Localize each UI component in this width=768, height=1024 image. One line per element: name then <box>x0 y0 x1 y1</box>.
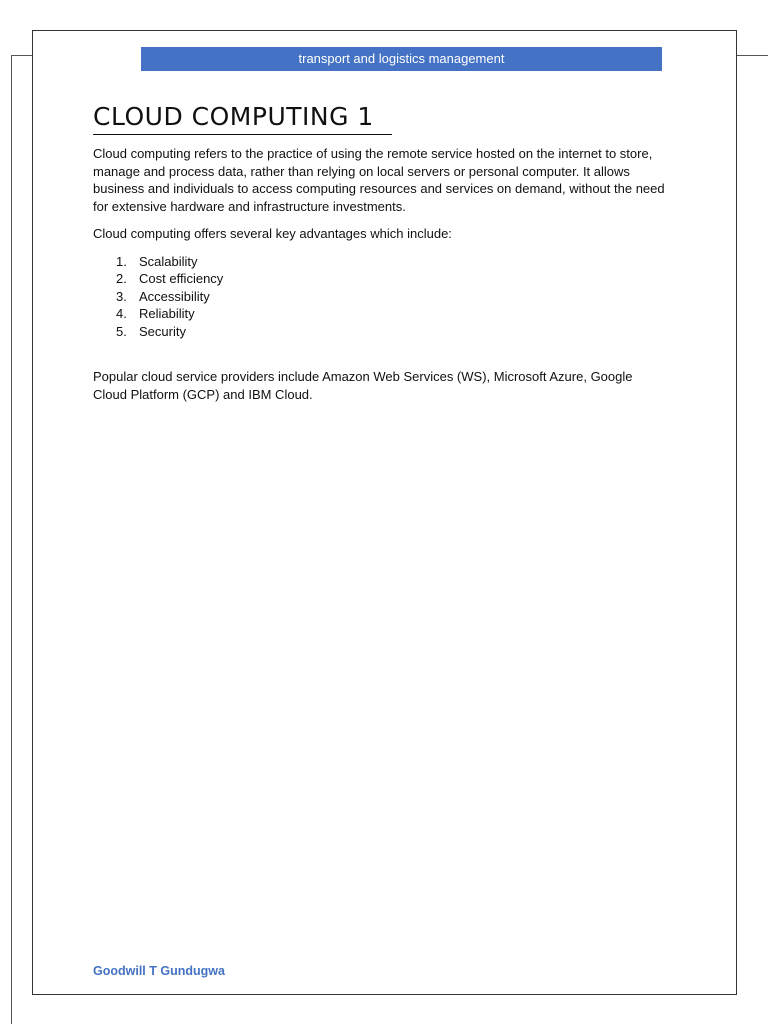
header-banner <box>141 47 662 71</box>
page-edge-left-rule <box>11 55 12 1024</box>
document-body <box>93 100 668 403</box>
list-item <box>93 305 668 323</box>
advantages-list <box>93 253 668 341</box>
list-item <box>93 288 668 306</box>
list-item-number: 5. <box>116 323 127 339</box>
intro-paragraph: Cloud computing refers to the practice of using the remote service hosted on the internet to store, manage and process data, rather than relying on local servers or personal computer. It allows business and individuals to access computing resources and services on demand, without the need for extensive hardware and infrastructure investments. <box>93 146 665 214</box>
list-item-label: Reliability <box>139 306 195 322</box>
list-item-number: 4. <box>116 306 127 322</box>
footer-author-name: Goodwill T Gundugwa <box>93 964 225 978</box>
list-item-label: Security <box>139 323 186 339</box>
list-item <box>93 270 668 288</box>
providers-paragraph: Popular cloud service providers include Amazon Web Services (WS), Microsoft Azure, Google Cloud Platform (GCP) and IBM Cloud. <box>93 369 633 402</box>
list-item-number: 3. <box>116 288 127 304</box>
document-title: CLOUD COMPUTING 1 <box>93 100 392 135</box>
list-item-number: 1. <box>116 253 127 269</box>
list-item-label: Scalability <box>139 253 198 269</box>
list-item <box>93 323 668 341</box>
advantages-intro: Cloud computing offers several key advantages which include: <box>93 226 452 241</box>
list-item-label: Accessibility <box>139 288 210 304</box>
header-banner-text: transport and logistics management <box>298 51 505 66</box>
list-item <box>93 253 668 271</box>
list-item-label: Cost efficiency <box>139 271 224 287</box>
list-item-number: 2. <box>116 271 127 287</box>
